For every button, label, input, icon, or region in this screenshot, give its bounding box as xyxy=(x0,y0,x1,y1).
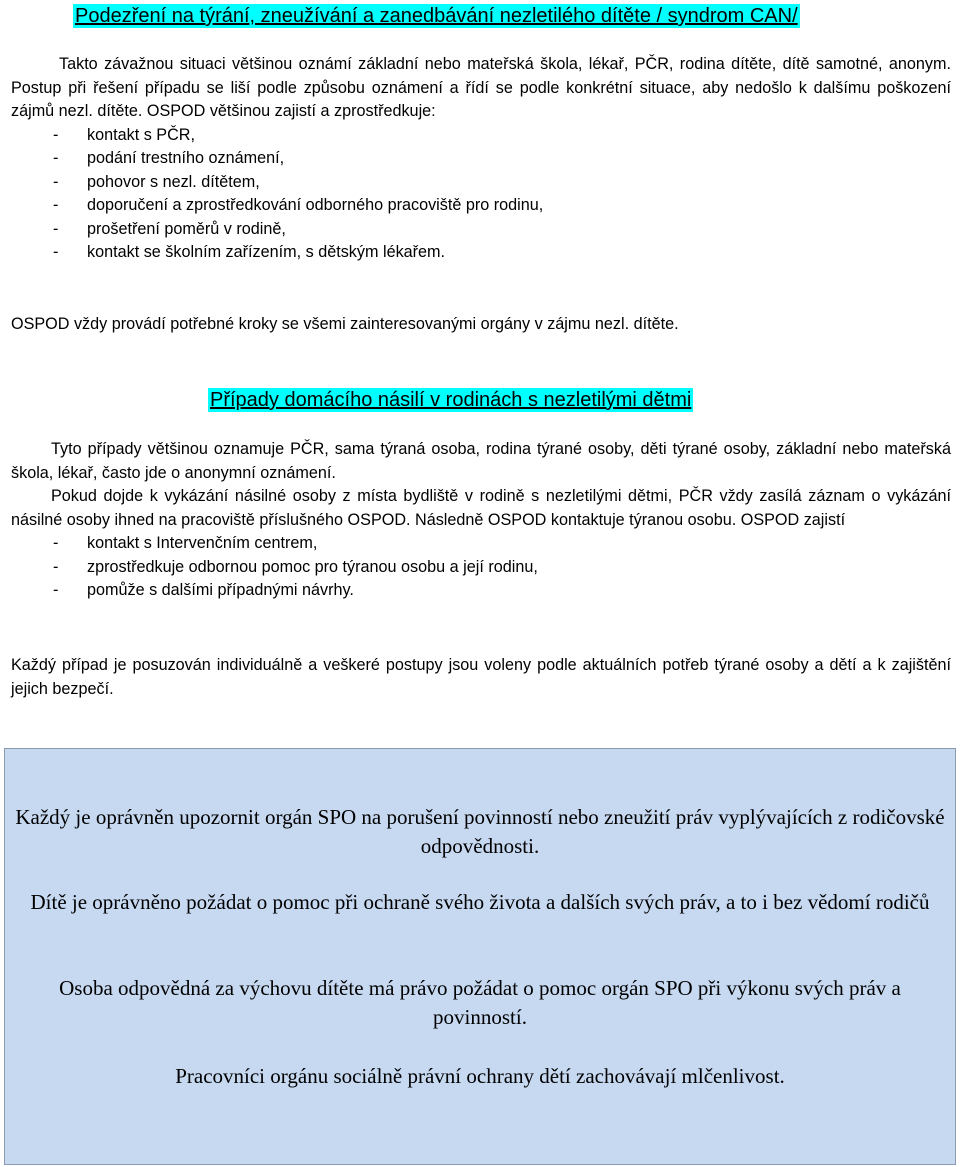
section-dv-paragraph-1: Tyto případy většinou oznamuje PČR, sama týraná osoba, rodina týrané osoby, děti týrané osoby, základní nebo mateřská škola, lékař, často jde o anonymní oznámení. xyxy=(11,440,951,482)
section-dv-list xyxy=(11,532,951,603)
info-box-line: Každý je oprávněn upozornit orgán SPO na porušení povinností nebo zneužití práv vyplývajících z rodičovské odpovědnosti. xyxy=(15,805,945,858)
list-item: - kontakt s PČR, xyxy=(11,124,951,148)
list-item: - zprostředkuje odbornou pomoc pro týranou osobu a její rodinu, xyxy=(11,556,951,580)
section-title-can: Podezření na týrání, zneužívání a zanedbávání nezletilého dítěte / syndrom CAN/ xyxy=(75,5,798,27)
list-item: - pomůže s dalšími případnými návrhy. xyxy=(11,579,951,603)
list-item: - pohovor s nezl. dítětem, xyxy=(11,171,951,195)
list-item: - doporučení a zprostředkování odborného pracoviště pro rodinu, xyxy=(11,194,951,218)
list-item: - prošetření poměrů v rodině, xyxy=(11,218,951,242)
section-can-body xyxy=(11,53,951,265)
list-item: - podání trestního oznámení, xyxy=(11,147,951,171)
list-item: - kontakt s Intervenčním centrem, xyxy=(11,532,951,556)
section-dv-paragraph-2: Pokud dojde k vykázání násilné osoby z místa bydliště v rodině s nezletilými dětmi, PČR vždy zasílá záznam o vykázání násilné osoby ihned na pracoviště příslušného OSPOD. Následně OSPOD kontaktuje týranou osobu. OSPOD zajistí xyxy=(11,487,951,529)
section-can-list xyxy=(11,124,951,265)
list-item: - kontakt se školním zařízením, s dětským lékařem. xyxy=(11,241,951,265)
section-can-closing: OSPOD vždy provádí potřebné kroky se všemi zainteresovanými orgány v zájmu nezl. dítěte. xyxy=(11,315,679,333)
section-dv-closing: Každý případ je posuzován individuálně a veškeré postupy jsou voleny podle aktuálních potřeb týrané osoby a dětí a k zajištění jejich bezpečí. xyxy=(11,656,951,698)
info-box-line: Pracovníci orgánu sociálně právní ochrany dětí zachovávají mlčenlivost. xyxy=(175,1064,785,1088)
info-box-line: Dítě je oprávněno požádat o pomoc při ochraně svého života a dalších svých práv, a to i bez vědomí rodičů xyxy=(30,890,930,914)
section-dv-body xyxy=(11,438,951,603)
info-box-line: Osoba odpovědná za výchovu dítěte má právo požádat o pomoc orgán SPO při výkonu svých práv a povinností. xyxy=(59,976,901,1029)
section-title-domestic-violence: Případy domácího násilí v rodinách s nezletilými dětmi xyxy=(210,389,692,411)
section-can-intro: Takto závažnou situaci většinou oznámí základní nebo mateřská škola, lékař, PČR, rodina dítěte, dítě samotné, anonym. Postup při řešení případu se liší podle způsobu oznámení a řídí se podle konkrétní situace, aby nedošlo k dalšímu poškození zájmů nezl. dítěte. OSPOD většinou zajistí a zprostředkuje: xyxy=(11,55,951,120)
info-box xyxy=(4,748,956,1165)
